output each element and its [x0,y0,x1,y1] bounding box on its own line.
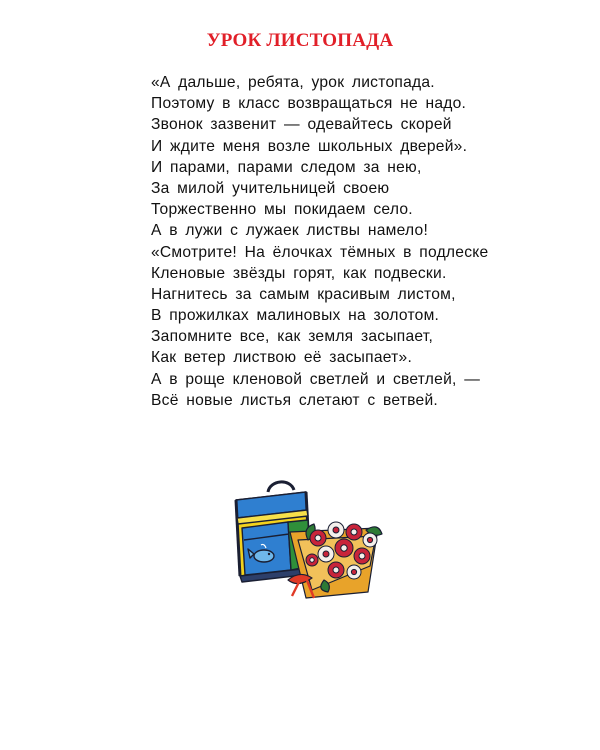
flower-bouquet-icon [288,522,382,598]
poem-line: Как ветер листвою её засыпает». [151,349,413,367]
poem-line: Звонок зазвенит — одевайтесь скорей [151,116,452,134]
poem-line: Всё новые листья слетают с ветвей. [151,391,439,409]
poem-line: Запомните все, как земля засыпает, [151,328,434,346]
poem-line: И ждите меня возле школьных дверей». [151,137,468,155]
poem-line: Кленовые звёзды горят, как подвески. [151,264,447,282]
poem-line: Нагнитесь за самым красивым листом, [151,285,456,303]
poem-line: В прожилках малиновых на золотом. [151,307,440,325]
poem-line: «Смотрите! На ёлочках тёмных в подлеске [151,243,489,261]
poem-line: За милой учительницей своею [151,179,390,197]
backpack-and-flower-bouquet-icon [228,470,388,605]
poem-line: И парами, парами следом за нею, [151,158,422,176]
poem-line: А в лужи с лужаек листвы намело! [151,222,429,240]
poem-text [151,72,488,411]
poem-line: «А дальше, ребята, урок листопада. [151,74,435,91]
poem-line: Поэтому в класс возвращаться не надо. [151,95,467,113]
poem-line: А в роще кленовой светлей и светлей, — [151,370,481,388]
poem-title: УРОК ЛИСТОПАДА [206,30,394,51]
poem-line: Торжественно мы покидаем село. [151,201,413,219]
